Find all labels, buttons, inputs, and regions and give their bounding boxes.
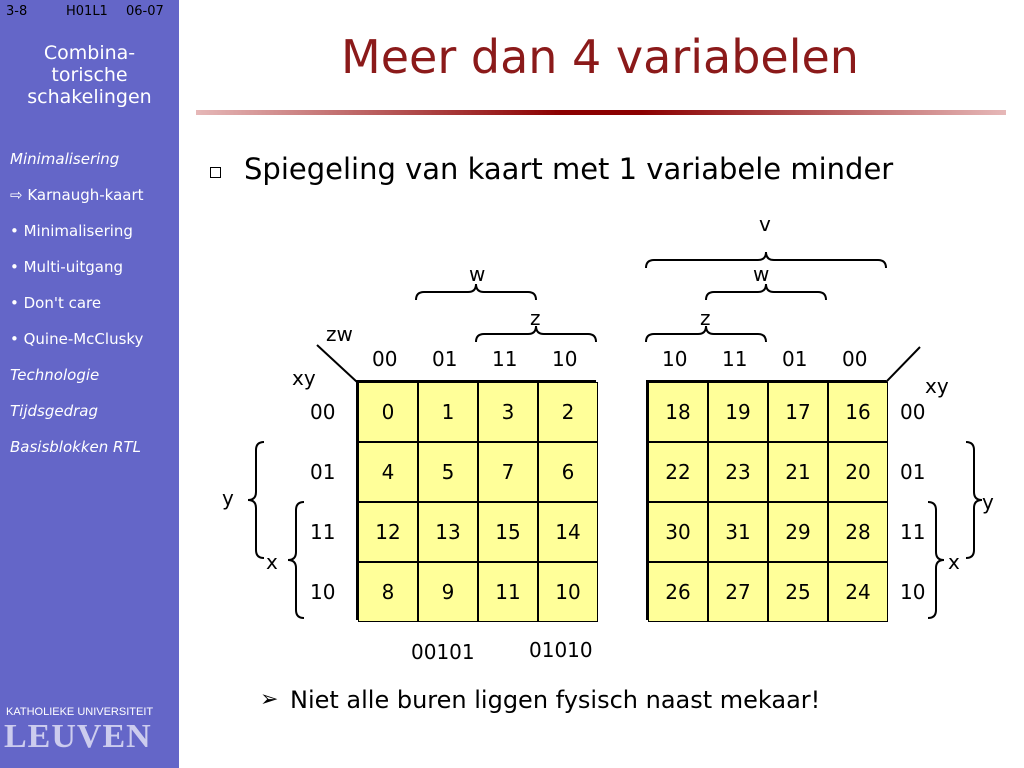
- left-x-brace: [288, 502, 304, 618]
- left-row-header: 01: [310, 460, 336, 484]
- left-y-label: y: [222, 486, 234, 510]
- sidebar-item-technologie[interactable]: Technologie: [10, 366, 100, 384]
- left-col-header: 00: [372, 347, 398, 371]
- map-cell: 18: [648, 382, 708, 442]
- map-cell: 25: [768, 562, 828, 622]
- left-y-brace: [248, 442, 264, 558]
- right-z-label: z: [700, 306, 711, 330]
- map-cell: 0: [358, 382, 418, 442]
- map-cell: 29: [768, 502, 828, 562]
- left-col-var-label: zw: [326, 322, 353, 346]
- right-map-diagonal: [886, 347, 920, 382]
- sidebar-item-multi-uitgang[interactable]: • Multi-uitgang: [10, 258, 123, 276]
- left-row-var-label: xy: [292, 366, 316, 390]
- left-z-label: z: [530, 306, 541, 330]
- left-row-header: 10: [310, 580, 336, 604]
- sidebar-title-line: schakelingen: [27, 86, 152, 108]
- left-col-header: 01: [432, 347, 458, 371]
- left-map-diagonal: [317, 345, 357, 382]
- bullet-text-2: Niet alle buren liggen fysisch naast mekaar!: [290, 686, 821, 714]
- right-v-label: v: [759, 212, 771, 236]
- map-cell: 16: [828, 382, 888, 442]
- sidebar-item-tijdsgedrag[interactable]: Tijdsgedrag: [10, 402, 98, 420]
- university-logo: LEUVEN: [4, 718, 152, 755]
- left-row-header: 00: [310, 400, 336, 424]
- map-cell: 31: [708, 502, 768, 562]
- left-w-label: w: [469, 262, 486, 286]
- sidebar-title-line: Combina-: [43, 42, 136, 64]
- left-col-header: 11: [492, 347, 518, 371]
- karnaugh-map-right: [646, 380, 886, 620]
- map-cell: 22: [648, 442, 708, 502]
- map-cell: 2: [538, 382, 598, 442]
- map-cell: 27: [708, 562, 768, 622]
- annotation-right: 01010: [529, 638, 593, 662]
- right-col-header: 00: [842, 347, 868, 371]
- map-cell: 14: [538, 502, 598, 562]
- course-date: 06-07: [126, 4, 164, 19]
- university-logo-text: KATHOLIEKE UNIVERSITEIT: [6, 706, 154, 718]
- right-y-label: y: [982, 490, 994, 514]
- left-col-header: 10: [552, 347, 578, 371]
- map-cell: 13: [418, 502, 478, 562]
- map-cell: 9: [418, 562, 478, 622]
- map-cell: 10: [538, 562, 598, 622]
- right-row-header: 00: [900, 400, 926, 424]
- right-x-label: x: [948, 550, 960, 574]
- right-row-header: 01: [900, 460, 926, 484]
- map-cell: 3: [478, 382, 538, 442]
- right-w-label: w: [753, 262, 770, 286]
- right-x-brace: [928, 502, 944, 618]
- map-cell: 12: [358, 502, 418, 562]
- left-x-label: x: [266, 550, 278, 574]
- arrow-bullet-icon: ➢: [260, 687, 279, 712]
- sidebar-item-karnaugh-kaart[interactable]: ⇨ Karnaugh-kaart: [10, 186, 144, 204]
- right-row-header: 11: [900, 520, 926, 544]
- course-code: H01L1: [66, 4, 108, 19]
- annotation-left: 00101: [411, 640, 475, 664]
- map-cell: 4: [358, 442, 418, 502]
- sidebar-title-line: torische: [51, 64, 128, 86]
- right-row-header: 10: [900, 580, 926, 604]
- map-cell: 30: [648, 502, 708, 562]
- sidebar-item-minimalisering[interactable]: Minimalisering: [10, 150, 120, 168]
- right-col-header: 11: [722, 347, 748, 371]
- map-cell: 21: [768, 442, 828, 502]
- right-row-var-label: xy: [925, 374, 949, 398]
- left-row-header: 11: [310, 520, 336, 544]
- map-cell: 5: [418, 442, 478, 502]
- map-cell: 6: [538, 442, 598, 502]
- page-title: Meer dan 4 variabelen: [341, 30, 859, 84]
- right-y-brace: [966, 442, 982, 558]
- right-col-header: 10: [662, 347, 688, 371]
- map-cell: 17: [768, 382, 828, 442]
- map-cell: 19: [708, 382, 768, 442]
- sidebar-item-basisblokken-rtl[interactable]: Basisblokken RTL: [10, 438, 141, 456]
- karnaugh-map-left: [356, 380, 596, 620]
- map-cell: 28: [828, 502, 888, 562]
- sidebar-item-minimalisering-sub[interactable]: • Minimalisering: [10, 222, 133, 240]
- sidebar-item-dont-care[interactable]: • Don't care: [10, 294, 102, 312]
- map-cell: 1: [418, 382, 478, 442]
- map-cell: 11: [478, 562, 538, 622]
- bullet-text-1: Spiegeling van kaart met 1 variabele minder: [244, 152, 894, 186]
- map-cell: 26: [648, 562, 708, 622]
- map-cell: 8: [358, 562, 418, 622]
- right-w-brace: [706, 284, 826, 300]
- map-cell: 24: [828, 562, 888, 622]
- slide-number: 3-8: [6, 4, 28, 19]
- map-cell: 23: [708, 442, 768, 502]
- right-col-header: 01: [782, 347, 808, 371]
- left-w-brace: [416, 284, 536, 300]
- map-cell: 15: [478, 502, 538, 562]
- map-cell: 7: [478, 442, 538, 502]
- map-cell: 20: [828, 442, 888, 502]
- sidebar-item-quine-mcclusky[interactable]: • Quine-McClusky: [10, 330, 144, 348]
